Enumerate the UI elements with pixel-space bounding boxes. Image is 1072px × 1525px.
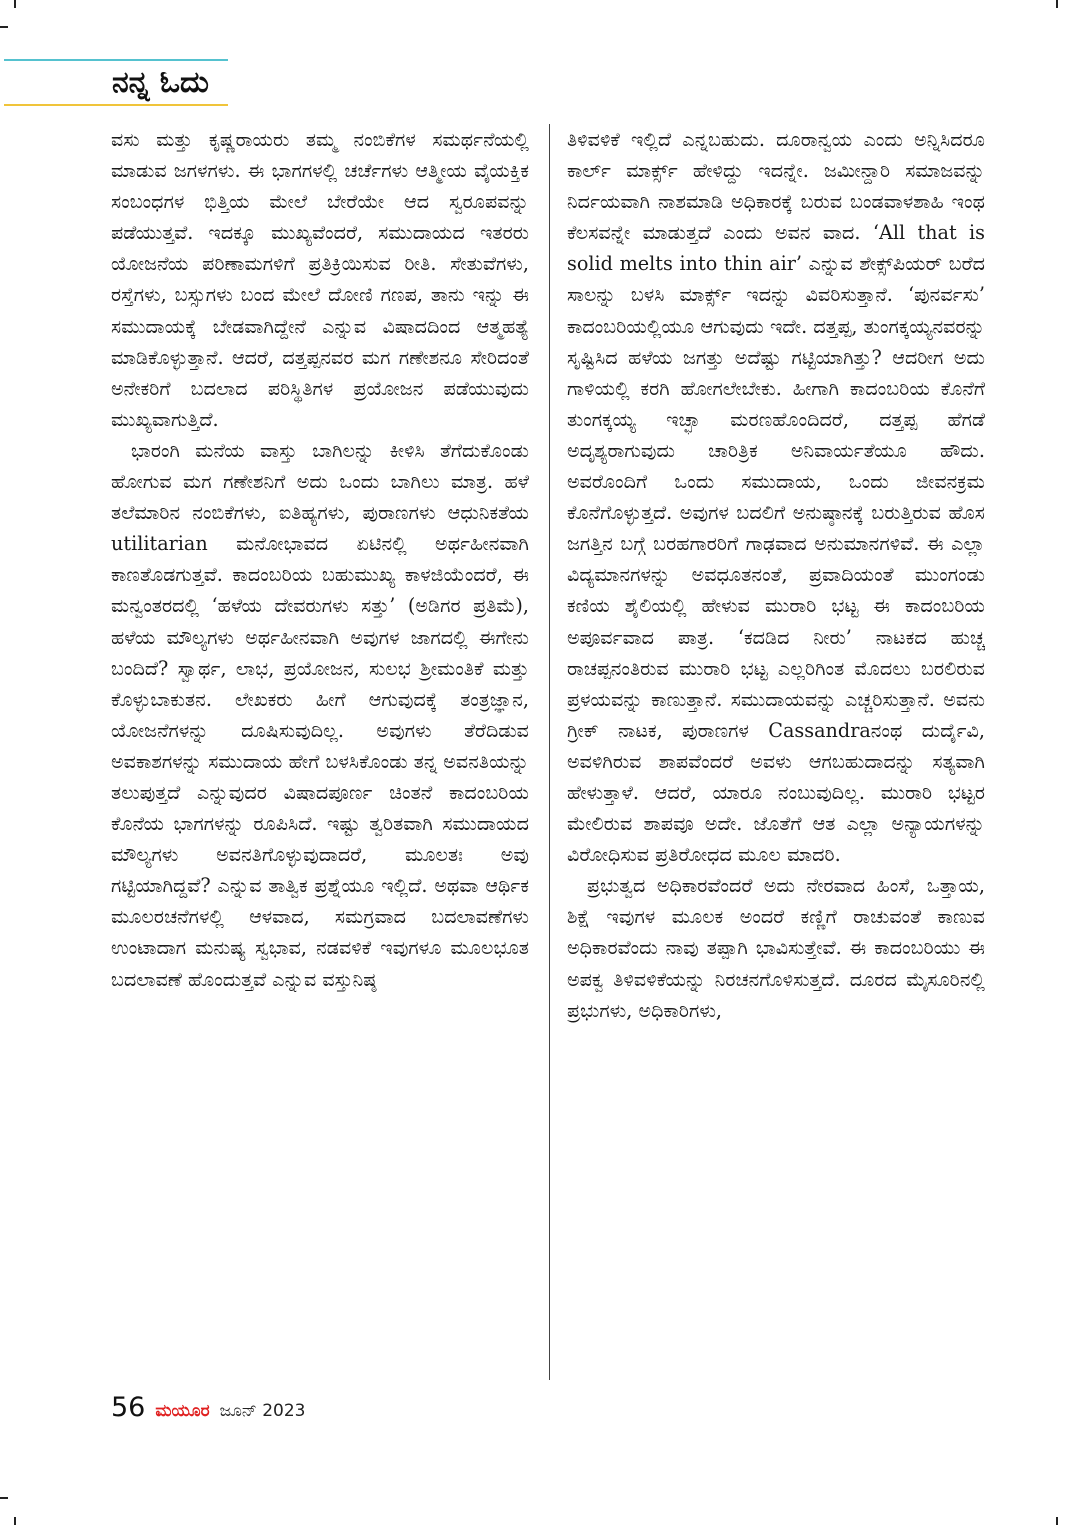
paragraph: ತಿಳಿವಳಿಕೆ ಇಲ್ಲಿದೆ ಎನ್ನಬಹುದು. ದೂರಾನ್ವಯ ಎಂದು ಅನ್ನಿಸಿದರೂ ಕಾರ್ಲ್ ಮಾರ್ಕ್ಸ್ ಹೇಳಿದ್ದು ಇದನ್ನೇ. ಜಮೀನ್ದಾರಿ ಸಮಾಜವನ್ನು ನಿರ್ದಯವಾಗಿ ನಾಶಮಾಡಿ ಅಧಿಕಾರಕ್ಕೆ ಬರುವ ಬಂಡವಾಳಶಾಹಿ ಇಂಥ ಕೆಲಸವನ್ನೇ ಮಾಡುತ್ತದೆ ಎಂದು ಅವನ ವಾದ. ‘All that is solid melts into thin air’ ಎನ್ನುವ ಶೇಕ್ಸ್‌ಪಿಯರ್ ಬರೆದ ಸಾಲನ್ನು ಬಳಸಿ ಮಾರ್ಕ್ಸ್ ಇದನ್ನು ವಿವರಿಸುತ್ತಾನೆ. ‘ಪುನರ್ವಸು’ ಕಾದಂಬರಿಯಲ್ಲಿಯೂ ಆಗುವುದು ಇದೇ. ದತ್ತಪ್ಪ, ತುಂಗಕ್ಕಯ್ಯನವರನ್ನು ಸೃಷ್ಟಿಸಿದ ಹಳೆಯ ಜಗತ್ತು ಅದೆಷ್ಟು ಗಟ್ಟಿಯಾಗಿತ್ತು? ಆದರೀಗ ಅದು ಗಾಳಿಯಲ್ಲಿ ಕರಗಿ ಹೋಗಲೇಬೇಕು. ಹೀಗಾಗಿ ಕಾದಂಬರಿಯ ಕೊನೆಗೆ ತುಂಗಕ್ಕಯ್ಯ ಇಚ್ಛಾ ಮರಣಹೊಂದಿದರೆ, ದತ್ತಪ್ಪ ಹೆಗಡೆ ಅದೃಶ್ಯರಾಗುವುದು ಚಾರಿತ್ರಿಕ ಅನಿವಾರ್ಯತೆಯೂ ಹೌದು. ಅವರೊಂದಿಗೆ ಒಂದು ಸಮುದಾಯ, ಒಂದು ಜೀವನಕ್ರಮ ಕೊನೆಗೊಳ್ಳುತ್ತದೆ. ಅವುಗಳ ಬದಲಿಗೆ ಅನುಷ್ಠಾನಕ್ಕೆ ಬರುತ್ತಿರುವ ಹೊಸ ಜಗತ್ತಿನ ಬಗ್ಗೆ ಬರಹಗಾರರಿಗೆ ಗಾಢವಾದ ಅನುಮಾನಗಳಿವೆ. ಈ ಎಲ್ಲಾ ವಿದ್ಯಮಾನಗಳನ್ನು ಅವಧೂತನಂತೆ, ಪ್ರವಾದಿಯಂತೆ ಮುಂಗಂಡು ಕಣಿಯ ಶೈಲಿಯಲ್ಲಿ ಹೇಳುವ ಮುರಾರಿ ಭಟ್ಟ ಈ ಕಾದಂಬರಿಯ ಅಪೂರ್ವವಾದ ಪಾತ್ರ. ‘ಕದಡಿದ ನೀರು’ ನಾಟಕದ ಹುಚ್ಚ ರಾಚಪ್ಪನಂತಿರುವ ಮುರಾರಿ ಭಟ್ಟ ಎಲ್ಲರಿಗಿಂತ ಮೊದಲು ಬರಲಿರುವ ಪ್ರಳಯವನ್ನು ಕಾಣುತ್ತಾನೆ. ಸಮುದಾಯವನ್ನು ಎಚ್ಚರಿಸುತ್ತಾನೆ. ಅವನು ಗ್ರೀಕ್ ನಾಟಕ, ಪುರಾಣಗಳ Cassandraನಂಥ ದುರ್ದೈವಿ, ಅವಳಿಗಿರುವ ಶಾಪವೆಂದರೆ ಅವಳು ಆಗಬಹುದಾದನ್ನು ಸತ್ಯವಾಗಿ ಹೇಳುತ್ತಾಳೆ. ಆದರೆ, ಯಾರೂ ನಂಬುವುದಿಲ್ಲ. ಮುರಾರಿ ಭಟ್ಟರ ಮೇಲಿರುವ ಶಾಪವೂ ಅದೇ. ಜೊತೆಗೆ ಆತ ಎಲ್ಲಾ ಅನ್ಯಾಯಗಳನ್ನು ವಿರೋಧಿಸುವ ಪ್ರತಿರೋಧದ ಮೂಲ ಮಾದರಿ. <box>567 128 985 867</box>
page-number: 56 <box>111 1392 146 1423</box>
header-rule-top <box>4 59 228 61</box>
article-column-right <box>567 124 985 1382</box>
paragraph: ಭಾರಂಗಿ ಮನೆಯ ವಾಸ್ತು ಬಾಗಿಲನ್ನು ಕೀಳಿಸಿ ತೆಗೆದುಕೊಂಡು ಹೋಗುವ ಮಗ ಗಣೇಶನಿಗೆ ಅದು ಒಂದು ಬಾಗಿಲು ಮಾತ್ರ. ಹಳೆ ತಲೆಮಾರಿನ ನಂಬಿಕೆಗಳು, ಐತಿಹ್ಯಗಳು, ಪುರಾಣಗಳು ಆಧುನಿಕತೆಯ utilitarian ಮನೋಭಾವದ ಏಟಿನಲ್ಲಿ ಅರ್ಥಹೀನವಾಗಿ ಕಾಣತೊಡಗುತ್ತವೆ. ಕಾದಂಬರಿಯ ಬಹುಮುಖ್ಯ ಕಾಳಜಿಯೆಂದರೆ, ಈ ಮನ್ವಂತರದಲ್ಲಿ ‘ಹಳೆಯ ದೇವರುಗಳು ಸತ್ತು’ (ಅಡಿಗರ ಪ್ರತಿಮೆ), ಹಳೆಯ ಮೌಲ್ಯಗಳು ಅರ್ಥಹೀನವಾಗಿ ಅವುಗಳ ಜಾಗದಲ್ಲಿ ಈಗೇನು ಬಂದಿದೆ? ಸ್ವಾರ್ಥ, ಲಾಭ, ಪ್ರಯೋಜನ, ಸುಲಭ ಶ್ರೀಮಂತಿಕೆ ಮತ್ತು ಕೊಳ್ಳುಬಾಕುತನ. ಲೇಖಕರು ಹೀಗೆ ಆಗುವುದಕ್ಕೆ ತಂತ್ರಜ್ಞಾನ, ಯೋಜನೆಗಳನ್ನು ದೂಷಿಸುವುದಿಲ್ಲ. ಅವುಗಳು ತೆರೆದಿಡುವ ಅವಕಾಶಗಳನ್ನು ಸಮುದಾಯ ಹೇಗೆ ಬಳಸಿಕೊಂಡು ತನ್ನ ಅವನತಿಯನ್ನು ತಲುಪುತ್ತದೆ ಎನ್ನುವುದರ ವಿಷಾದಪೂರ್ಣ ಚಿಂತನೆ ಕಾದಂಬರಿಯ ಕೊನೆಯ ಭಾಗಗಳನ್ನು ರೂಪಿಸಿದೆ. ಇಷ್ಟು ತ್ವರಿತವಾಗಿ ಸಮುದಾಯದ ಮೌಲ್ಯಗಳು ಅವನತಿಗೊಳ್ಳುವುದಾದರೆ, ಮೂಲತಃ ಅವು ಗಟ್ಟಿಯಾಗಿದ್ದವೆ? ಎನ್ನುವ ತಾತ್ವಿಕ ಪ್ರಶ್ನೆಯೂ ಇಲ್ಲಿದೆ. ಅಥವಾ ಆರ್ಥಿಕ ಮೂಲರಚನೆಗಳಲ್ಲಿ ಆಳವಾದ, ಸಮಗ್ರವಾದ ಬದಲಾವಣೆಗಳು ಉಂಟಾದಾಗ ಮನುಷ್ಯ ಸ್ವಭಾವ, ನಡವಳಿಕೆ ಇವುಗಳೂ ಮೂಲಭೂತ ಬದಲಾವಣೆ ಹೊಂದುತ್ತವೆ ಎನ್ನುವ ವಸ್ತುನಿಷ್ಠ <box>111 438 529 991</box>
crop-mark-left-upper <box>0 26 8 28</box>
article-column-left <box>111 124 529 1382</box>
page-footer <box>111 1392 305 1432</box>
crop-mark-bottom-left <box>14 1517 16 1525</box>
section-header <box>0 56 230 110</box>
issue-date: ಜೂನ್ 2023 <box>219 1401 306 1421</box>
crop-mark-left-lower <box>0 1497 8 1499</box>
crop-mark-top-right <box>1056 0 1058 8</box>
header-rule-bottom <box>4 104 228 106</box>
paragraph: ವಸು ಮತ್ತು ಕೃಷ್ಣರಾಯರು ತಮ್ಮ ನಂಬಿಕೆಗಳ ಸಮರ್ಥನೆಯಲ್ಲಿ ಮಾಡುವ ಜಗಳಗಳು. ಈ ಭಾಗಗಳಲ್ಲಿ ಚರ್ಚೆಗಳು ಆತ್ಮೀಯ ವೈಯಕ್ತಿಕ ಸಂಬಂಧಗಳ ಭಿತ್ತಿಯ ಮೇಲೆ ಬೇರೆಯೇ ಆದ ಸ್ವರೂಪವನ್ನು ಪಡೆಯುತ್ತವೆ. ಇದಕ್ಕೂ ಮುಖ್ಯವೆಂದರೆ, ಸಮುದಾಯದ ಇತರರು ಯೋಜನೆಯ ಪರಿಣಾಮಗಳಿಗೆ ಪ್ರತಿಕ್ರಿಯಿಸುವ ರೀತಿ. ಸೇತುವೆಗಳು, ರಸ್ತೆಗಳು, ಬಸ್ಸುಗಳು ಬಂದ ಮೇಲೆ ದೋಣಿ ಗಣಪ, ತಾನು ಇನ್ನು ಈ ಸಮುದಾಯಕ್ಕೆ ಬೇಡವಾಗಿದ್ದೇನೆ ಎನ್ನುವ ವಿಷಾದದಿಂದ ಆತ್ಮಹತ್ಯೆ ಮಾಡಿಕೊಳ್ಳುತ್ತಾನೆ. ಆದರೆ, ದತ್ತಪ್ಪನವರ ಮಗ ಗಣೇಶನೂ ಸೇರಿದಂತೆ ಅನೇಕರಿಗೆ ಬದಲಾದ ಪರಿಸ್ಥಿತಿಗಳ ಪ್ರಯೋಜನ ಪಡೆಯುವುದು ಮುಖ್ಯವಾಗುತ್ತಿದೆ. <box>111 128 529 431</box>
section-title: ನನ್ನ ಓದು <box>112 65 209 100</box>
paragraph: ಪ್ರಭುತ್ವದ ಅಧಿಕಾರವೆಂದರೆ ಅದು ನೇರವಾದ ಹಿಂಸೆ, ಒತ್ತಾಯ, ಶಿಕ್ಷೆ ಇವುಗಳ ಮೂಲಕ ಅಂದರೆ ಕಣ್ಣಿಗೆ ರಾಚುವಂತೆ ಕಾಣುವ ಅಧಿಕಾರವೆಂದು ನಾವು ತಪ್ಪಾಗಿ ಭಾವಿಸುತ್ತೇವೆ. ಈ ಕಾದಂಬರಿಯು ಈ ಅಪಕ್ವ ತಿಳಿವಳಿಕೆಯನ್ನು ನಿರಚನಗೊಳಿಸುತ್ತದೆ. ದೂರದ ಮೈಸೂರಿನಲ್ಲಿ ಪ್ರಭುಗಳು, ಅಧಿಕಾರಿಗಳು, <box>567 874 985 1022</box>
crop-mark-bottom-right <box>1056 1517 1058 1525</box>
magazine-logo: ಮಯೂರ <box>155 1401 210 1421</box>
crop-mark-top-left <box>14 0 16 8</box>
column-divider <box>549 124 550 1380</box>
